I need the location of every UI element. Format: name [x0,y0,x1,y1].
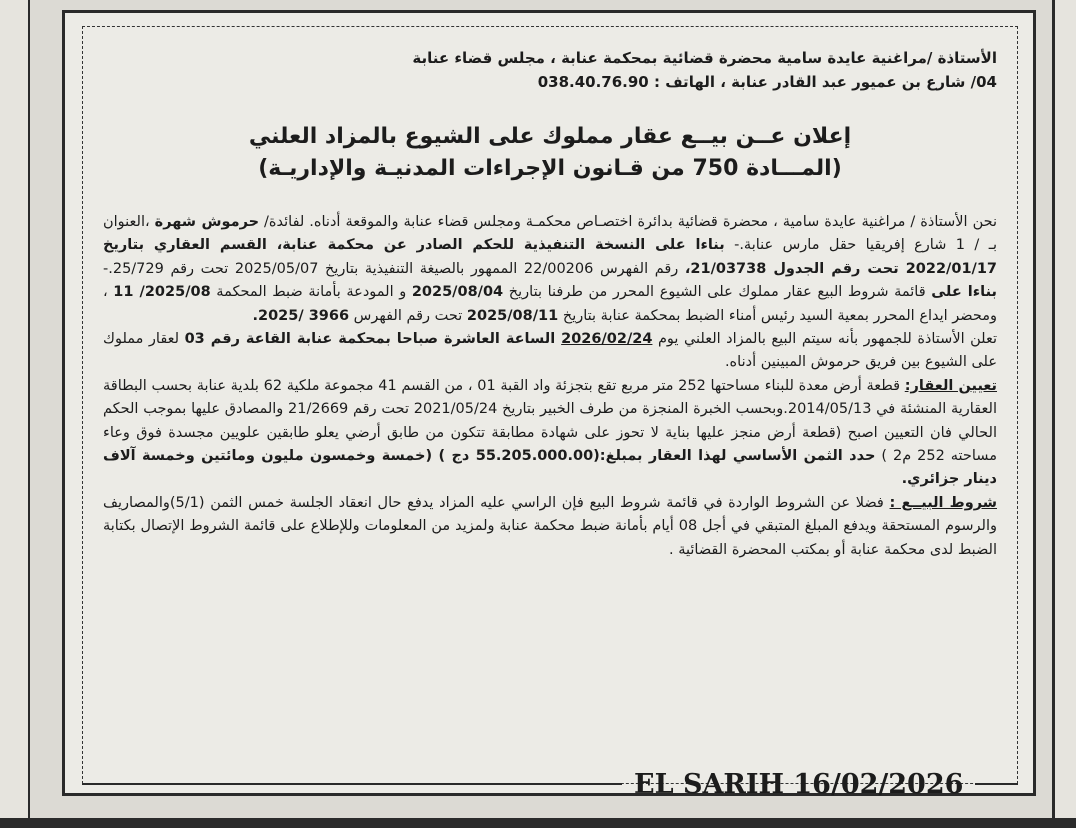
conditions-text: قائمة شروط البيع عقار مملوك على الشيوع المحرر من طرفنا بتاريخ [503,284,932,301]
base-price: حدد الثمن الأساسي لهذا العقار بمبلغ:(55.205.000.00 دج ) (خمسة وخمسون مليون ومائتين وخمسة آلاف دينار جزائري. [103,448,997,488]
paragraph-sale-date [103,328,997,375]
adjacent-column-left [0,0,30,828]
bailiff-header-address: 04/ شارع بن عميور عبد القادر عنابة ، الهاتف : 038.40.76.90 [537,73,997,91]
beneficiary-address: ،العنوان بـ / 1 شارع إفريقيا حقل مارس عنابة.- [103,214,998,254]
property-details: قطعة أرض معدة للبناء مساحتها 252 متر مربع تقع بتجزئة واد القبة 01 ، من القسم 41 مجموعة ملكية 62 بلدية عنابة بحسب البطاقة العقارية المنشئة في 2014/05/13.وبحسب الخبرة المنجزة من طرف الخبير بتاريخ 2021/05/24 تحت رقم 21/2669 والمصادق عليها بموجب الحكم الحالي فان التعيين اصبح (قطعة أرض منجز عليها بناية لا تحوز على شهادة مطابقة تتكون من طابق أرضي يعلو طابقين علويين مجسدة فوق وعاء مساحته 252 م2 ) [103,377,998,465]
index-label: تحت رقم الفهرس [349,307,467,324]
sale-intro: تعلن الأستاذة للجمهور بأنه سيتم البيع بالمزاد العلني يوم [652,331,998,348]
footer-rule-right [975,783,1018,785]
adjacent-column-right [1052,0,1076,828]
announcement-box [82,26,1018,784]
minutes-date: 2025/08/11 [466,307,559,324]
judgment-reference: بناءا على النسخة التنفيذية للحكم الصادر عن محكمة عنابة، القسم العقاري بتاريخ 2022/01/17 تحت رقم الجدول 21/03738، [103,237,998,277]
paragraph-property-description [103,375,997,492]
bailiff-header-name: الأستاذة /مراغنية عايدة سامية محضرة قضائية بمحكمة عنابة ، مجلس قضاء عنابة [412,49,997,67]
sale-date: 2026/02/24 [561,331,653,348]
paragraph-sale-conditions [103,492,997,562]
conditions-details: فضلا عن الشروط الواردة في قائمة شروط البيع فإن الراسي عليه المزاد يدفع حال انعقاد الجلسة خمس الثمن (5/1)والمصاريف والرسوم المستحقة ويدفع المبلغ المتبقي في أجل 08 أيام بأمانة ضبط محكمة عنابة ولمزيد من المعلومات وللإطلاع على قائمة الشروط الإتصال بكتابة الضبط لدى محكمة عنابة أو بمكتب المحضرة القضائية . [103,494,998,558]
conditions-label: شروط البيــع : [889,494,997,511]
sale-property-owners: لعقار مملوك على الشيوع بين فريق حرموش المبينين أدناه. [103,331,997,371]
newspaper-name-date: EL SARIH 16/02/2026 [634,768,964,800]
footer-rule-left [82,783,622,785]
announcement-title: إعلان عــن بيــع عقار مملوك على الشيوع بالمزاد العلني [248,124,852,149]
paragraph-introduction [103,211,997,328]
page-bottom-edge [0,818,1076,828]
conditions-date: 2025/08/04 [411,284,504,301]
minutes-text: ، ومحضر ايداع المحرر بمعية السيد رئيس أمناء الضبط بمحكمة عنابة بتاريخ [103,284,997,324]
index-number: 3966 /2025. [252,307,350,324]
based-on-label: بناءا على [931,284,997,301]
property-label: تعيين العقار: [904,377,998,394]
newspaper-footer [82,764,1018,804]
intro-text: نحن الأستاذة / مراغنية عايدة سامية ، محضرة قضائية بدائرة اختصـاص محكمـة ومجلس قضاء عنابة والموقعة أدناه. لفائدة/ [259,214,997,230]
announcement-subtitle: (المـــادة 750 من قـانون الإجراءات المدنيـة والإداريـة) [258,156,842,181]
deposit-text: و المودعة بأمانة ضبط المحكمة [210,284,412,301]
deposit-date: 2025/08/ 11 [113,284,211,301]
index-reference: رقم الفهرس 22/00206 الممهور بالصيغة التنفيذية بتاريخ 2025/05/07 تحت رقم 25/729.- [103,260,685,277]
sale-time-place: الساعة العاشرة صباحا بمحكمة عنابة القاعة رقم 03 [184,331,562,348]
beneficiary-name: حرموش شهرة [154,214,260,230]
